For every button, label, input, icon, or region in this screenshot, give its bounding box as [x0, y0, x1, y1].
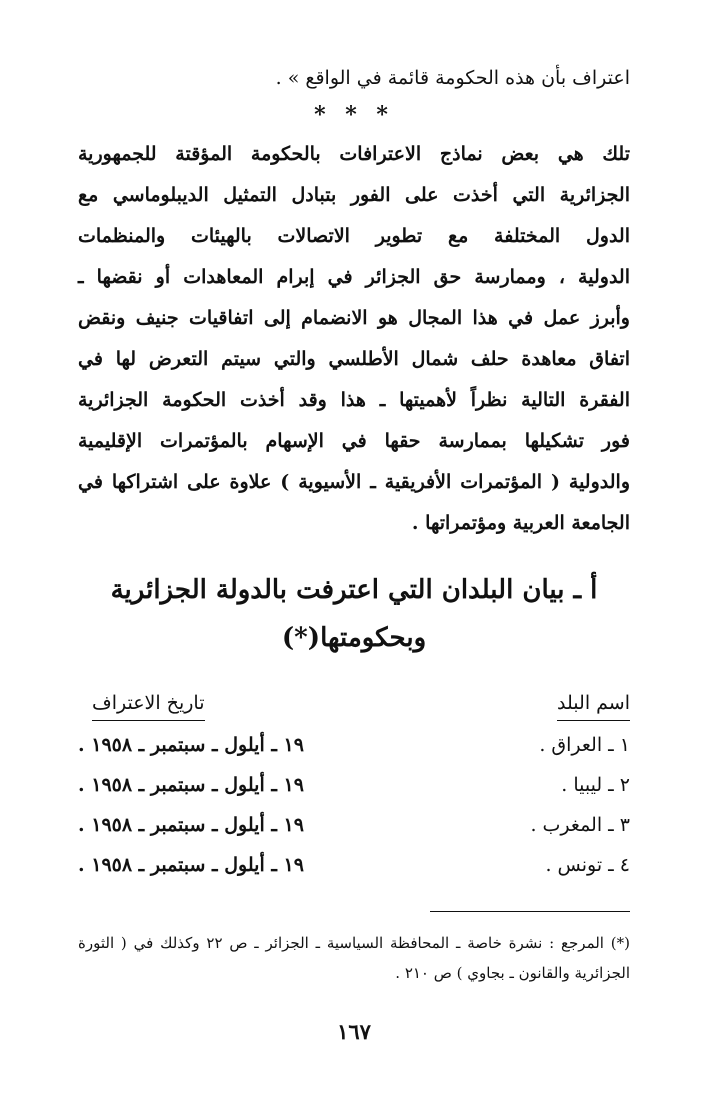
paragraph-line: والدولية ( المؤتمرات الأفريقية ـ الأسيوية ) علاوة على اشتراكها في: [78, 471, 630, 493]
date-cell: ١٩ ـ أيلول ـ سبتمبر ـ ١٩٥٨ .: [78, 734, 304, 756]
paragraph-line: الجزائرية التي أخذت على الفور بتبادل التمثيل الديبلوماسي مع: [78, 184, 630, 206]
paragraph-line: الجامعة العربية ومؤتمراتها .: [411, 512, 630, 534]
paragraph-line: الدولية ، وممارسة حق الجزائر في إبرام المعاهدات أو نقضها ـ: [78, 266, 630, 288]
body-paragraph: [78, 134, 630, 544]
table-row: [78, 845, 630, 885]
country-cell: ٣ ـ المغرب .: [530, 814, 630, 836]
paragraph-line: الدول المختلفة مع تطوير الاتصالات بالهيئات والمنظمات: [78, 225, 630, 247]
table-row: [78, 725, 630, 765]
section-heading-line-2: وبحكومتها(*): [281, 623, 427, 653]
country-cell: ١ ـ العراق .: [539, 734, 630, 756]
paragraph-line: وأبرز عمل في هذا المجال هو الانضمام إلى اتفاقيات جنيف ونقض: [78, 307, 630, 329]
book-page: [78, 58, 630, 1056]
paragraph-line: الفقرة التالية نظراً لأهميتها ـ هذا وقد أخذت الحكومة الجزائرية: [78, 389, 630, 411]
table-row: [78, 765, 630, 805]
section-heading-line-1: أ ـ بيان البلدان التي اعترفت بالدولة الجزائرية: [110, 575, 598, 605]
lead-line: اعتراف بأن هذه الحكومة قائمة في الواقع » .: [275, 67, 630, 89]
date-column-header: تاريخ الاعتراف: [92, 688, 205, 721]
section-heading: [78, 566, 630, 662]
country-cell: ٢ ـ ليبيا .: [561, 774, 630, 796]
country-column-header: اسم البلد: [557, 688, 630, 721]
paragraph-line: تلك هي بعض نماذج الاعترافات بالحكومة المؤقتة للجمهورية: [78, 143, 630, 165]
date-cell: ١٩ ـ أيلول ـ سبتمبر ـ ١٩٥٨ .: [78, 774, 304, 796]
table-row: [78, 805, 630, 845]
footnote-divider: [430, 911, 630, 912]
paragraph-line: اتفاق معاهدة حلف شمال الأطلسي والتي سيتم التعرض لها في: [78, 348, 630, 370]
footnote: (*) المرجع : نشرة خاصة ـ المحافظة السياسية ـ الجزائر ـ ص ٢٢ وكذلك في ( الثورة الجزائرية والقانون ـ بجاوي ) ص ٢١٠ .: [78, 934, 630, 982]
paragraph-line: فور تشكيلها بممارسة حقها في الإسهام بالمؤتمرات الإقليمية: [78, 430, 630, 452]
recognition-table: [78, 688, 630, 885]
country-cell: ٤ ـ تونس .: [545, 854, 630, 876]
page-number: ١٦٧: [337, 1019, 371, 1044]
table-header-row: [78, 688, 630, 721]
section-separator: * * *: [314, 102, 394, 128]
date-cell: ١٩ ـ أيلول ـ سبتمبر ـ ١٩٥٨ .: [78, 854, 304, 876]
date-cell: ١٩ ـ أيلول ـ سبتمبر ـ ١٩٥٨ .: [78, 814, 304, 836]
